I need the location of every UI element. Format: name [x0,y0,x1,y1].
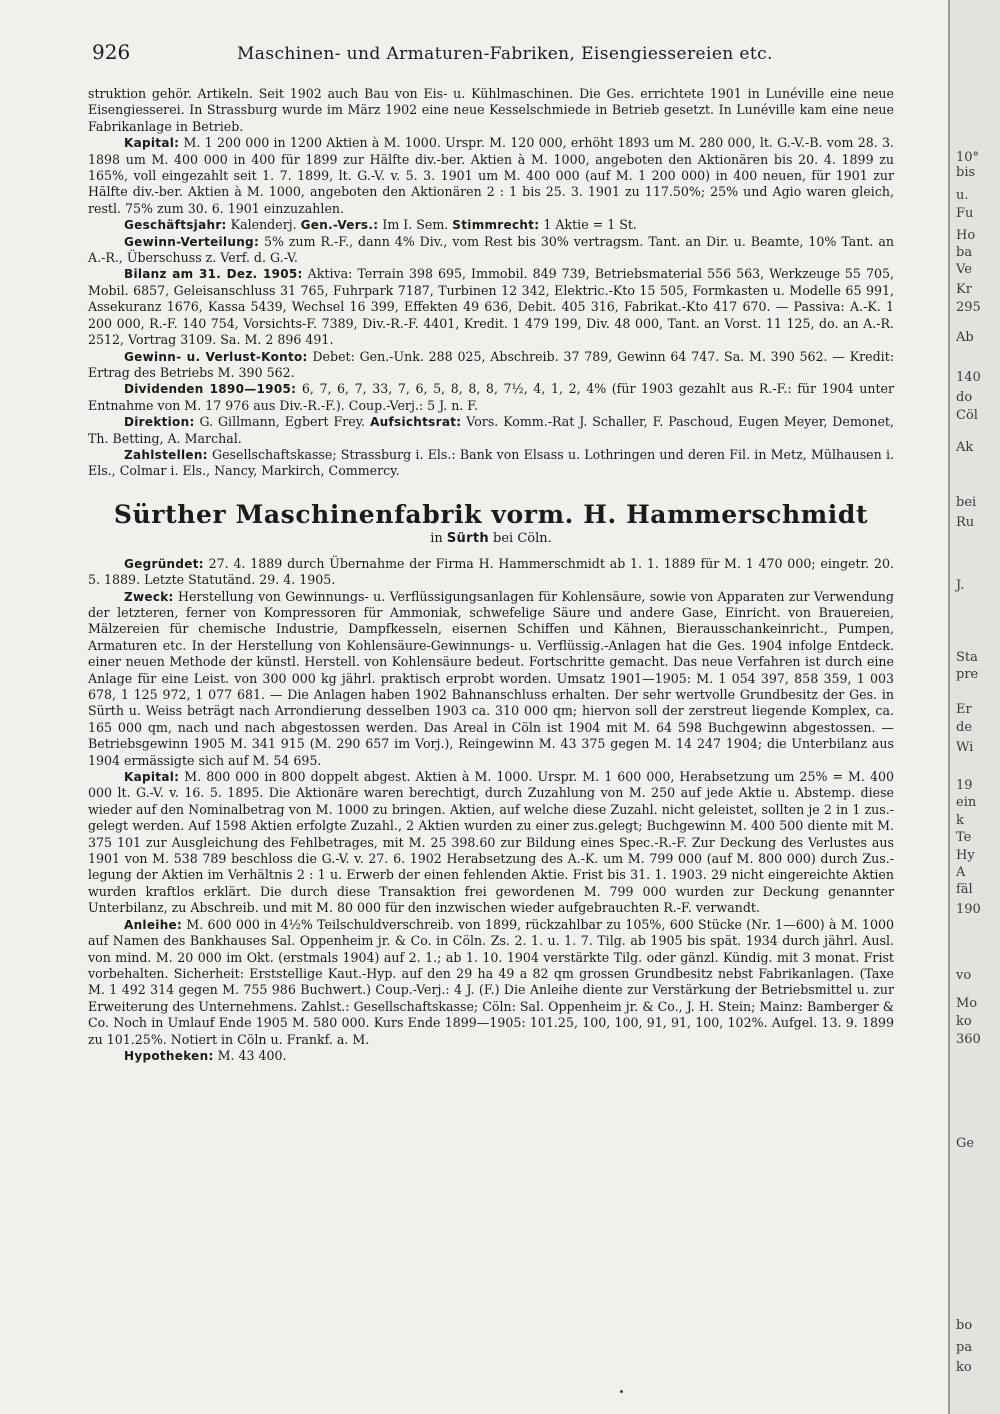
entry1-zahlstellen-label: Zahlstellen: [124,447,208,462]
location-prefix: in [430,530,443,546]
margin-fragment: Ve [956,262,972,277]
margin-fragment: Wi [956,740,974,755]
entry1-bilanz-label: Bilanz am 31. Dez. 1905: [124,267,303,282]
margin-fragment: do [956,390,973,405]
entry2-zweck-label: Zweck: [124,589,174,604]
margin-fragment: ein [956,795,977,810]
margin-fragment: Cöl [956,408,978,423]
entry1-direktion [88,414,894,447]
entry1-intro-text: struktion gehör. Artikeln. Seit 1902 auch Bau von Eis- u. Kühlmaschinen. Die Ges. errichtete 1901 in Lunéville eine neue Eisengiesserei. In Strassburg wurde im März 1902 eine neue Kesselschmiede in Betrieb gesetzt. In Lunéville kam eine neue Fabrikanlage in Betrieb. [88,86,894,134]
entry1-dividenden-label: Dividenden 1890—1905: [124,382,297,397]
margin-fragment: u. [956,188,969,203]
margin-fragment: Ge [956,1136,975,1151]
entry1-genvers-text: Im I. Sem. [382,217,449,233]
entry1-bilanz-text: Aktiva: Terrain 398 695, Immobil. 849 739, Betriebsmaterial 556 563, Werkzeuge 55 705, Mobil. 6857, Geleisanschluss 31 765, Fuhrpark 7187, Turbinen 12 342, Elektric.-Kto 15 505, Formkasten u. Modelle 65 991, Assekuranz 1676, Kassa 5439, Wechsel 16 399, Effekten 49 636, Debit. 405 316, Fabrikat.-Kto 417 670. — Passiva: A.-K. 1 200 000, R.-F. 140 754, Vorsichts-F. 7389, Div.-R.-F. 4401, Kredit. 1 479 199, Div. 48 000, Tant. an Vorst. 11 125, do. an A.-R. 2512, Vortrag 3109. Sa. M. 2 896 491. [88,266,894,348]
margin-fragment: k [956,813,964,828]
entry1-geschaeftsjahr-text: Kalenderj. [230,217,297,233]
print-speck [620,1390,623,1393]
margin-fragment: pre [956,667,979,682]
entry1-genvers-label: Gen.-Vers.: [300,218,379,233]
running-title: Maschinen- und Armaturen-Fabriken, Eisengiessereien etc. [237,44,773,64]
margin-fragment: Ru [956,515,975,530]
margin-fragment: fäl [956,882,973,897]
page-header [92,40,932,70]
company-location [88,530,894,548]
adjacent-page-edge [948,0,1000,1414]
main-column [88,86,894,1064]
entry1-intro [88,86,894,135]
entry1-gewinnverteilung [88,234,894,267]
entry2-hypotheken-label: Hypotheken: [124,1048,214,1063]
entry1-guv [88,349,894,382]
entry1-guv-label: Gewinn- u. Verlust-Konto: [124,349,308,364]
entry2-zweck-text: Herstellung von Gewinnungs- u. Verflüssigungsanlagen für Kohlensäure, sowie von Apparaten zur Verwendung der letzteren, ferner von Kompressoren für Ammoniak, schwefelige Säure und andere Gase, Einricht. von Brauereien, Mälzereien für chemische Industrie, Dampfkesseln, eisernen Schiffen und Kähnen, Bierausschankeinricht., Pumpen, Armaturen etc. In der Herstellung von Kohlensäure-Gewinnungs- u. Verflüssig.-Anlagen hat die Ges. 1904 infolge Entdeck. einer neuen Methode der künstl. Herstell. von Kohlensäure bedeut. Fortschritte gemacht. Das neue Verfahren ist durch eine Anlage für eine Leist. von 300 000 kg jährl. praktisch erprobt worden. Umsatz 1901—1905: M. 1 054 397, 858 359, 1 003 678, 1 125 972, 1 077 681. — Die Anlagen haben 1902 Bahnanschluss erhalten. Der sehr wertvolle Grundbesitz der Ges. in Sürth u. Weiss beträgt nach Arrondierung desselben 1903 ca. 310 000 qm; hiervon soll der zerstreut liegende Komplex, ca. 165 000 qm, nach und nach abgestossen werden. Das Areal in Cöln ist 1904 mit M. 64 598 Buchgewinn abgestossen. — Betriebsgewinn 1905 M. 341 915 (M. 290 657 im Vorj.), Reingewinn M. 43 375 gegen M. 14 247 1904; die Unterbilanz aus 1904 ermässigte sich auf M. 54 695. [88,588,894,768]
entry2-zweck [88,589,894,769]
margin-fragment: 10° [956,150,980,165]
entry1-kapital-label: Kapital: [124,136,180,151]
entry1-kapital [88,135,894,217]
margin-fragment: 19 [956,778,973,793]
page-number: 926 [92,40,131,64]
entry1-gewinnverteilung-text: 5% zum R.-F., dann 4% Div., vom Rest bis 30% vertragsm. Tant. an Dir. u. Beamte, 10% Tant. an A.-R., Überschuss z. Verf. d. G.-V. [88,233,894,266]
margin-fragment: ba [956,245,973,260]
margin-fragment: vo [956,968,972,983]
margin-fragment: A [956,865,966,880]
entry1-direktion-text: G. Gillmann, Egbert Frey. [199,414,366,430]
entry1-zahlstellen [88,447,894,480]
entry1-gewinnverteilung-label: Gewinn-Verteilung: [124,234,260,249]
margin-fragment: Mo [956,996,978,1011]
entry1-direktion-label: Direktion: [124,415,195,430]
margin-fragment: Er [956,702,972,717]
margin-fragment: Fu [956,206,974,221]
margin-fragment: bis [956,165,976,180]
margin-fragment: Sta [956,650,978,665]
margin-fragment: Ho [956,228,976,243]
entry2-anleihe-text: M. 600 000 in 4½% Teilschuldverschreib. von 1899, rückzahlbar zu 105%, 600 Stücke (Nr. 1—600) à M. 1000 auf Namen des Bankhauses Sal. Oppenheim jr. & Co. in Cöln. Zs. 2. 1. u. 1. 7. Tilg. ab 1905 bis spät. 1934 durch jährl. Ausl. von mind. M. 20 000 im Okt. (erstmals 1904) auf 2. 1.; ab 1. 10. 1904 verstärkte Tilg. oder gänzl. Kündig. mit 3 monat. Frist vorbehalten. Sicherheit: Erststellige Kaut.-Hyp. auf den 29 ha 49 a 82 qm grossen Grundbesitz nebst Fabrikanlagen. (Taxe M. 1 492 314 gegen M. 755 986 Buchwert.) Coup.-Verj.: 4 J. (F.) Die Anleihe diente zur Verstärkung der Betriebsmittel u. zur Erweiterung des Unternehmens. Zahlst.: Gesellschaftskasse; Cöln: Sal. Oppenheim jr. & Co., J. H. Stein; Mainz: Bamberger & Co. Noch in Umlauf Ende 1905 M. 580 000. Kurs Ende 1899—1905: 101.25, 100, 100, 91, 91, 100, 102%. Aufgel. 13. 9. 1899 zu 101.25%. Notiert in Cöln u. Frankf. a. M. [88,916,894,1047]
margin-fragment: bo [956,1318,973,1333]
entry2-hypotheken-text: M. 43 400. [217,1047,287,1063]
entry2-hypotheken [88,1048,894,1064]
entry1-guv-text: Debet: Gen.-Unk. 288 025, Abschreib. 37 789, Gewinn 64 747. Sa. M. 390 562. — Kredit: Ertrag des Betriebs M. 390 562. [88,348,894,380]
margin-fragment: 360 [956,1032,981,1047]
entry1-aufsichtsrat-label: Aufsichtsrat: [370,415,462,430]
margin-fragment: 190 [956,902,981,917]
margin-fragment: pa [956,1340,973,1355]
margin-fragment: 295 [956,300,981,315]
entry1-kapital-text: M. 1 200 000 in 1200 Aktien à M. 1000. Urspr. M. 120 000, erhöht 1893 um M. 280 000, lt. G.-V.-B. vom 28. 3. 1898 um M. 400 000 in 400 für 1899 zur Hälfte div.-ber. Aktien à M. 1000, angeboten den Aktionären bis 20. 4. 1899 zu 165%, voll eingezahlt seit 1. 7. 1899, lt. G.-V. v. 5. 3. 1901 um M. 400 000 (auf M. 1 200 000) in 400 neuen, für 1901 zur Hälfte div.-ber. Aktien à M. 1000, angeboten den Aktionären 2 : 1 bis 25. 3. 1901 zu 117.50%; 25% und Agio waren gleich, restl. 75% zum 30. 6. 1901 einzuzahlen. [88,135,894,216]
margin-fragment: 140 [956,370,981,385]
location-suffix: bei Cöln. [493,530,552,546]
entry1-dividenden-text: 6, 7, 6, 7, 33, 7, 6, 5, 8, 8, 8, 7½, 4, 1, 2, 4% (für 1903 gezahlt aus R.-F.: für 1904 unter Entnahme von M. 17 976 aus Div.-R.-F.). Coup.-Verj.: 5 J. n. F. [88,381,894,413]
entry1-zahlstellen-text: Gesellschaftskasse; Strassburg i. Els.: Bank von Elsass u. Lothringen und deren Fil. in Metz, Mülhausen i. Els., Colmar i. Els., Nancy, Markirch, Commercy. [88,446,894,479]
entry1-bilanz [88,266,894,348]
entry1-geschaeftsjahr [88,217,894,233]
margin-fragment: bei [956,495,977,510]
margin-fragment: Kr [956,282,972,297]
entry2-heading [88,500,894,548]
margin-fragment: Ab [956,330,974,345]
entry1-geschaeftsjahr-label: Geschäftsjahr: [124,218,227,233]
margin-fragment: Hy [956,848,975,863]
entry1-stimmrecht-text: 1 Aktie = 1 St. [543,217,637,233]
entry2-gegruendet-label: Gegründet: [124,556,204,571]
margin-fragment: Ak [956,440,974,455]
margin-fragment: ko [956,1014,972,1029]
margin-fragment: de [956,720,973,735]
entry2-kapital [88,769,894,917]
entry2-kapital-label: Kapital: [124,770,180,785]
margin-fragment: ko [956,1360,972,1375]
entry1-stimmrecht-label: Stimmrecht: [452,218,540,233]
margin-fragment: Te [956,830,972,845]
entry2-anleihe [88,917,894,1048]
company-title: Sürther Maschinenfabrik vorm. H. Hammerschmidt [113,499,869,529]
entry1-dividenden [88,381,894,414]
entry2-gegruendet-text: 27. 4. 1889 durch Übernahme der Firma H. Hammerschmidt ab 1. 1. 1889 für M. 1 470 000; eingetr. 20. 5. 1889. Letzte Statutänd. 29. 4. 1905. [88,555,894,588]
entry2-kapital-text: M. 800 000 in 800 doppelt abgest. Aktien à M. 1000. Urspr. M. 1 600 000, Herabsetzung um 25% = M. 400 000 lt. G.-V. v. 16. 5. 1895. Die Aktionäre waren berechtigt, durch Zuzahlung von M. 250 auf jede Aktie u. Abstemp. diese wieder auf den Nominalbetrag von M. 1000 zu bringen. Aktien, auf welche diese Zuzahl. nicht geleistet, sollten je 2 in 1 zus.-gelegt werden. Auf 1598 Aktien erfolgte Zuzahl., 2 Aktien wurden zu einer zus.gelegt; Buchgewinn M. 400 500 diente mit M. 375 101 zur Ausgleichung des Fehlbetrages, mit M. 25 398.60 zur Bildung eines Spec.-R.-F. Zur Deckung des Verlustes aus 1901 von M. 538 789 beschloss die G.-V. v. 27. 6. 1902 Herabsetzung des A.-K. um M. 799 000 (auf M. 800 000) durch Zus.-legung der Aktien im Verhältnis 2 : 1 u. Erwerb der einen fehlenden Aktie. Frist bis 31. 1. 1903. 29 nicht eingereichte Aktien wurden kraftlos erklärt. Die durch diese Transaktion frei gewordenen M. 799 000 wurden zur Deckung genannter Unterbilanz, zu Abschreib. und mit M. 80 000 für den inzwischen wieder aufgebrauchten R.-F. verwandt. [88,769,894,916]
entry1-aufsichtsrat-text: Vors. Komm.-Rat J. Schaller, F. Paschoud, Eugen Meyer, Demonet, Th. Betting, A. Marchal. [88,414,894,446]
entry2-anleihe-label: Anleihe: [124,917,183,932]
entry2-gegruendet [88,556,894,589]
margin-fragment: J. [956,578,965,593]
location-name: Sürth [446,530,489,546]
